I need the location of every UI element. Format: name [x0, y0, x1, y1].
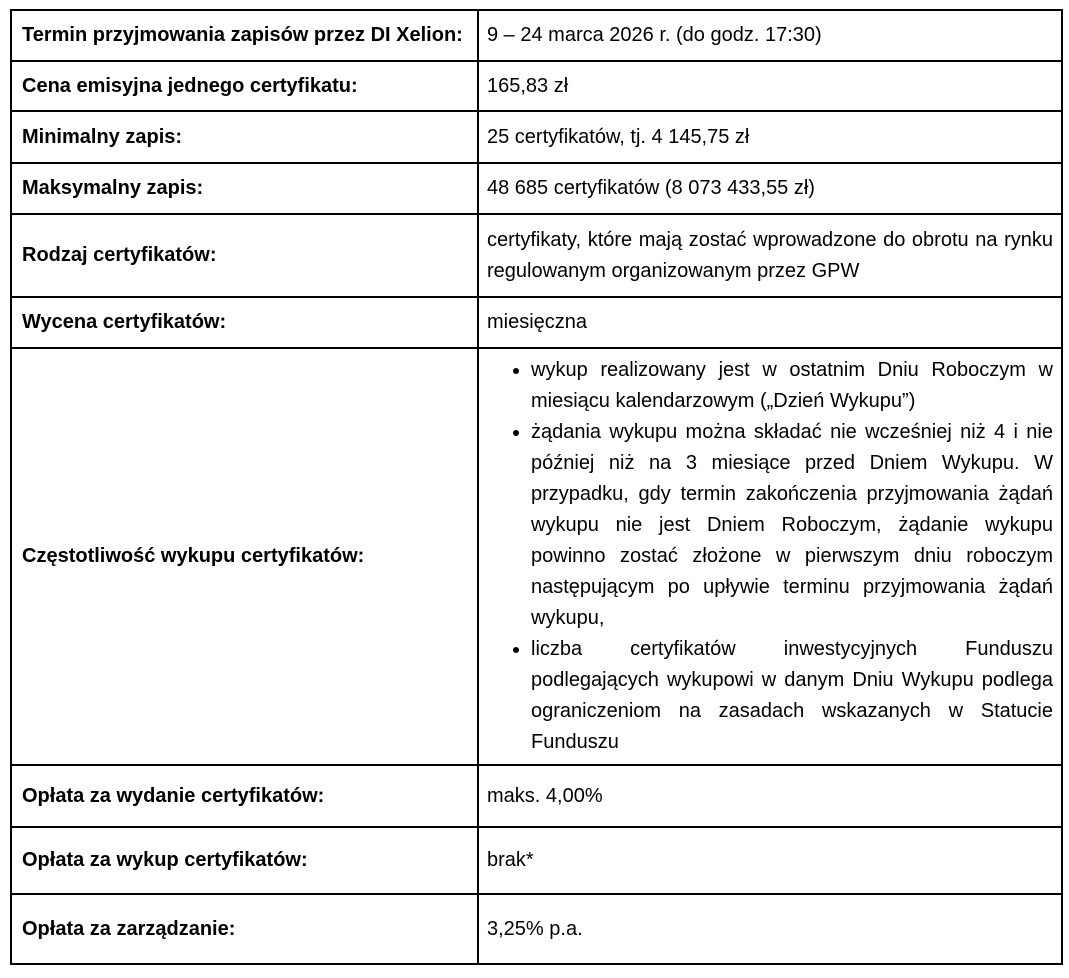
row-label: Rodzaj certyfikatów:	[11, 214, 478, 297]
row-value: certyfikaty, które mają zostać wprowadzone do obrotu na rynku regulowanym organizowanym przez GPW	[478, 214, 1062, 297]
offer-table	[10, 9, 1063, 965]
row-label: Opłata za wydanie certyfikatów:	[11, 765, 478, 827]
row-label: Termin przyjmowania zapisów przez DI Xelion:	[11, 10, 478, 61]
row-label: Minimalny zapis:	[11, 111, 478, 163]
row-label: Wycena certyfikatów:	[11, 297, 478, 348]
row-value: 3,25% p.a.	[478, 894, 1062, 964]
table-row	[11, 61, 1062, 111]
table-row	[11, 10, 1062, 61]
row-value: brak*	[478, 827, 1062, 894]
table-row	[11, 297, 1062, 348]
row-label: Opłata za wykup certyfikatów:	[11, 827, 478, 894]
bullet-list	[487, 355, 1053, 758]
row-value: 9 – 24 marca 2026 r. (do godz. 17:30)	[478, 10, 1062, 61]
row-value: 48 685 certyfikatów (8 073 433,55 zł)	[478, 163, 1062, 214]
bullet-item: • liczba certyfikatów inwestycyjnych Funduszu podlegających wykupowi w danym Dniu Wykupu podlega ograniczeniom na zasadach wskazanych w Statucie Funduszu	[531, 634, 1053, 758]
row-label: Cena emisyjna jednego certyfikatu:	[11, 61, 478, 111]
table-row	[11, 348, 1062, 765]
table-row	[11, 765, 1062, 827]
row-value: miesięczna	[478, 297, 1062, 348]
offer-table-body	[11, 10, 1062, 964]
table-row	[11, 111, 1062, 163]
row-label: Maksymalny zapis:	[11, 163, 478, 214]
row-value: 25 certyfikatów, tj. 4 145,75 zł	[478, 111, 1062, 163]
table-row	[11, 827, 1062, 894]
row-label: Opłata za zarządzanie:	[11, 894, 478, 964]
row-label: Częstotliwość wykupu certyfikatów:	[11, 348, 478, 765]
row-value: maks. 4,00%	[478, 765, 1062, 827]
table-row	[11, 214, 1062, 297]
row-value	[478, 348, 1062, 765]
bullet-item: • wykup realizowany jest w ostatnim Dniu Roboczym w miesiącu kalendarzowym („Dzień Wykupu”)	[531, 355, 1053, 417]
table-row	[11, 894, 1062, 964]
bullet-item: • żądania wykupu można składać nie wcześniej niż 4 i nie później niż na 3 miesiące przed Dniem Wykupu. W przypadku, gdy termin zakończenia przyjmowania żądań wykupu nie jest Dniem Roboczym, żądanie wykupu powinno zostać złożone w pierwszym dniu roboczym następującym po upływie terminu przyjmowania żądań wykupu,	[531, 417, 1053, 634]
table-row	[11, 163, 1062, 214]
row-value: 165,83 zł	[478, 61, 1062, 111]
